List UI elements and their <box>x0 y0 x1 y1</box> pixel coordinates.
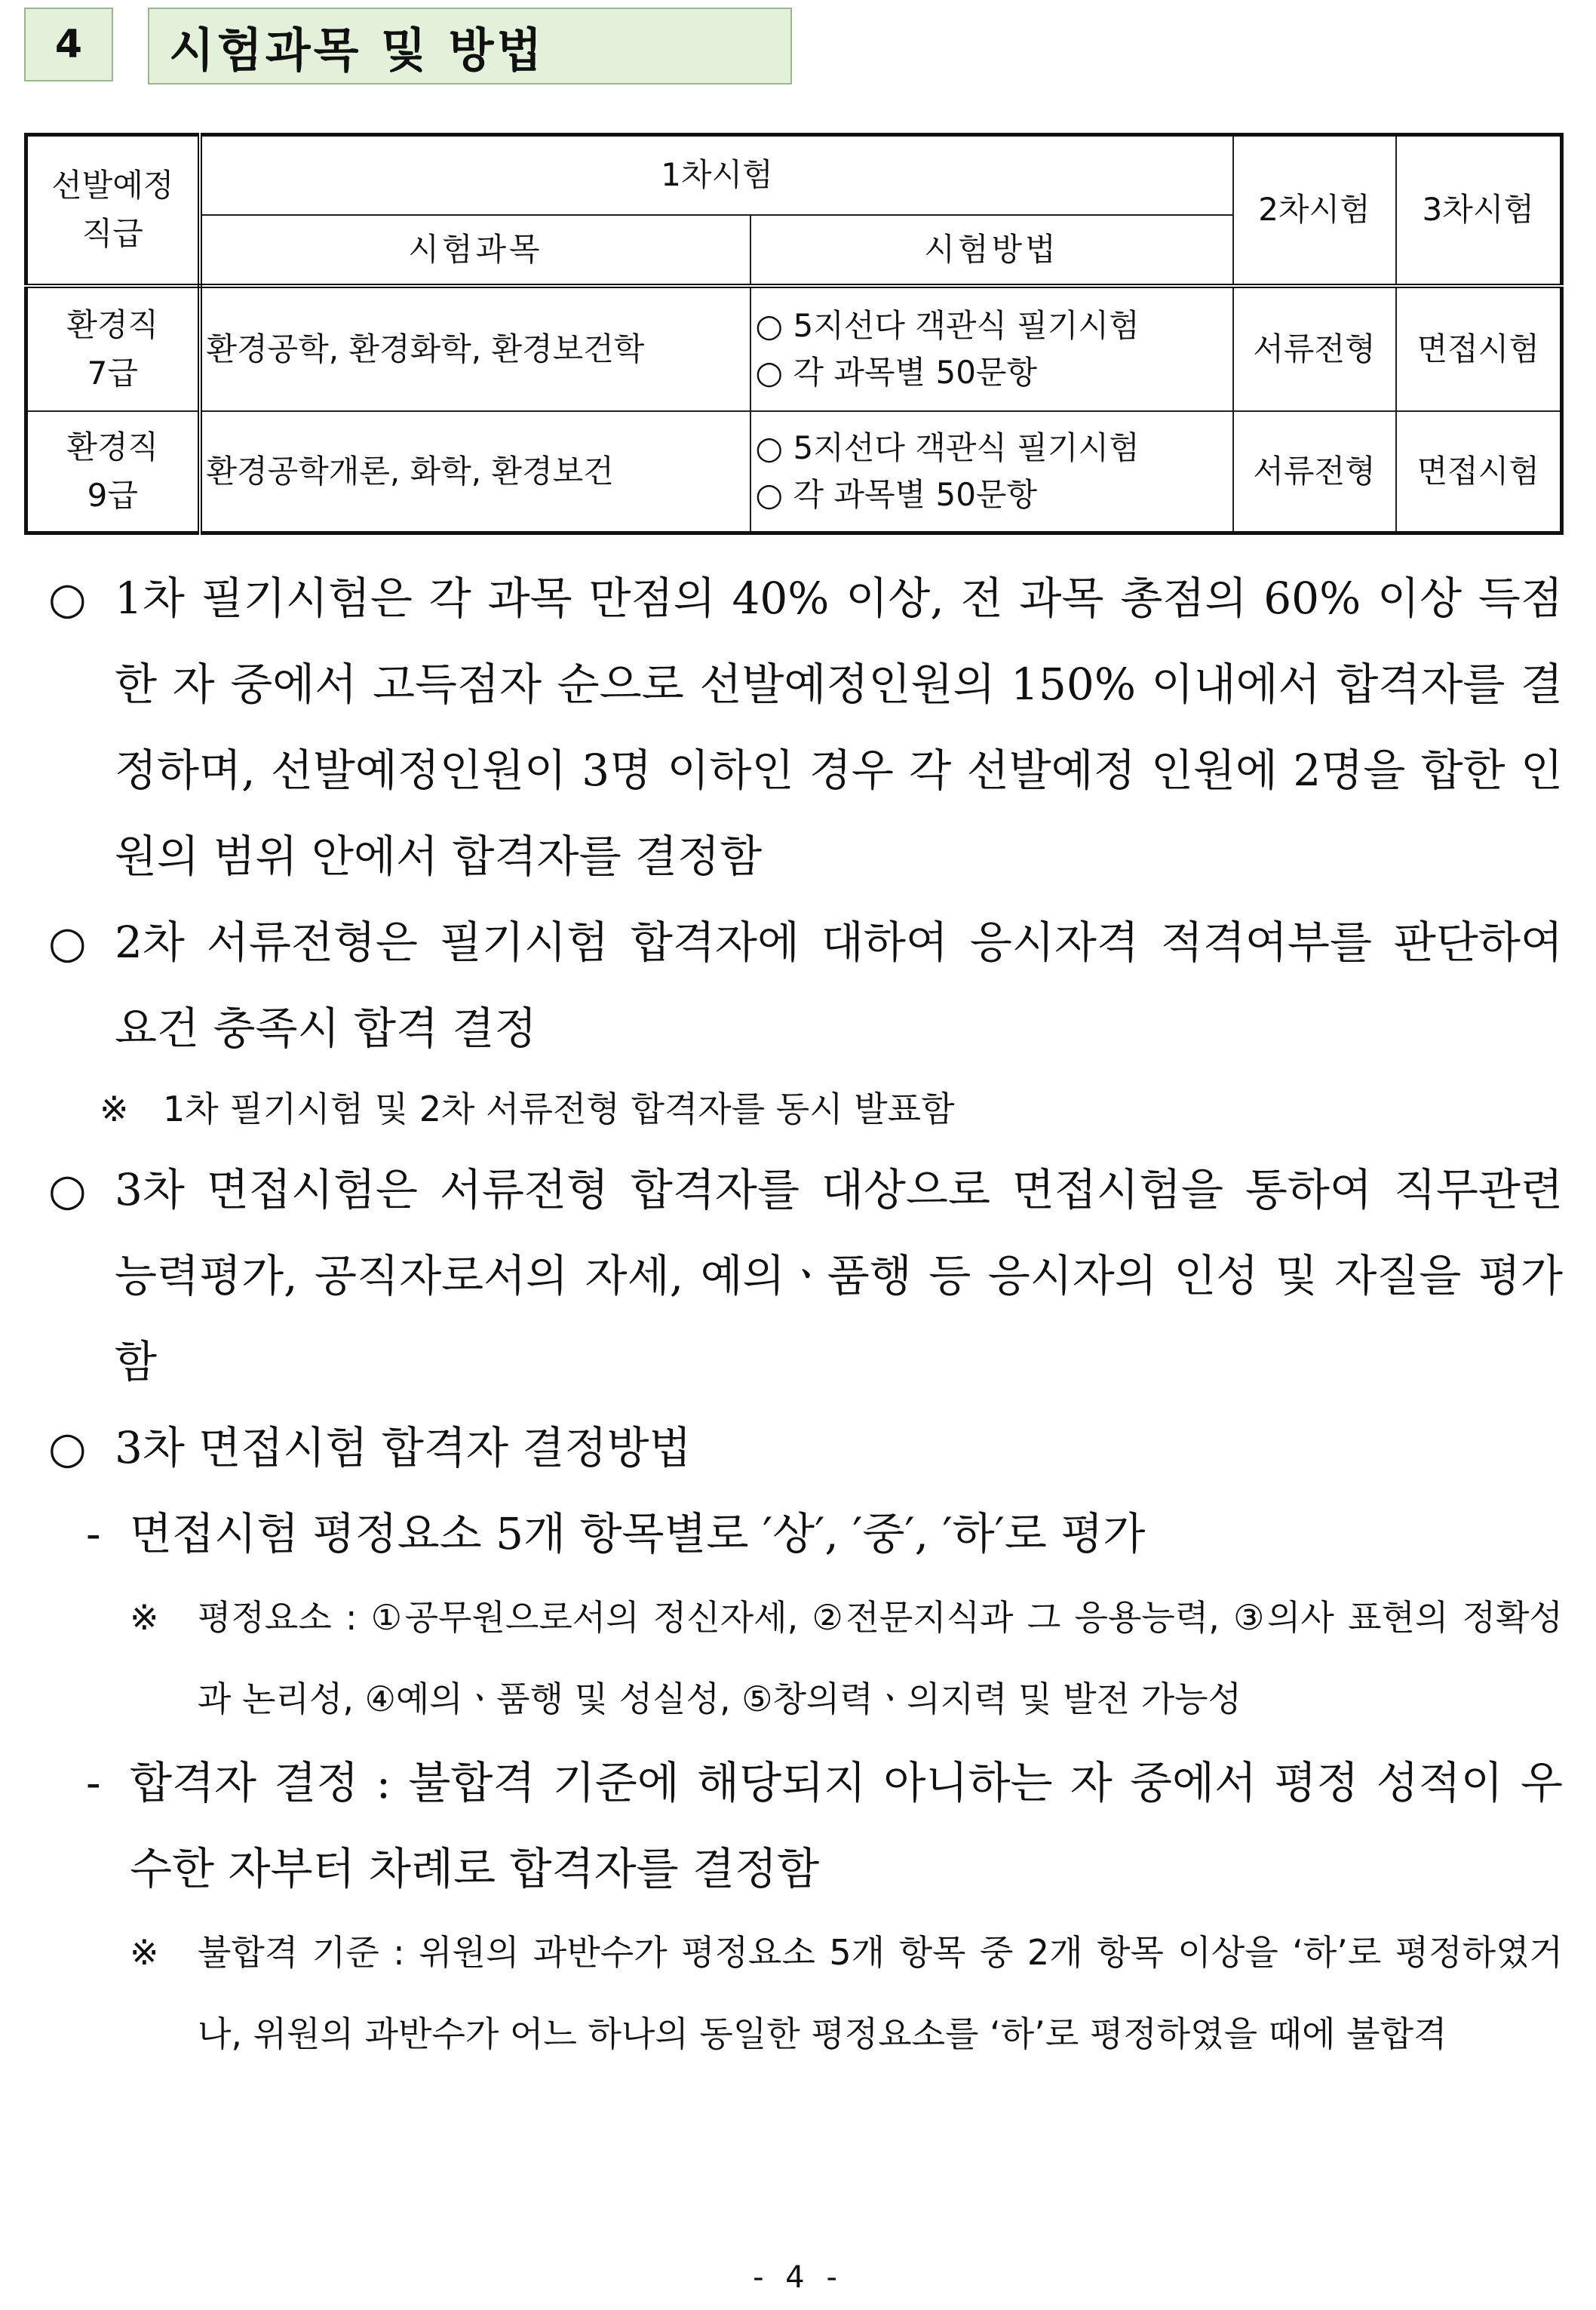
note-text: 평정요소 : ①공무원으로서의 정신자세, ②전문지식과 그 응용능력, ③의사 표현의 정확성과 논리성, ④예의ㆍ품행 및 성실성, ⑤창의력ㆍ의지력 및 발전 가능성 <box>198 1597 1563 1719</box>
table-row <box>26 411 1562 533</box>
method-line: ○ 5지선다 객관식 필기시험 <box>755 429 1140 466</box>
dash-item-pass-decision <box>24 1740 1563 1912</box>
bullet-circle: ○ <box>48 917 87 968</box>
paragraph-text: 2차 서류전형은 필기시험 합격자에 대하여 응시자격 적격여부를 판단하여 요건 충족시 합격 결정 <box>115 917 1563 1054</box>
paragraph-text: 3차 면접시험 합격자 결정방법 <box>115 1422 692 1473</box>
dash-mark: - <box>86 1757 101 1808</box>
bullet-circle: ○ <box>48 1422 87 1473</box>
row-third-exam: 면접시험 <box>1396 286 1562 411</box>
row-subjects: 환경공학개론, 화학, 환경보건 <box>200 411 750 533</box>
row-grade: 환경직 7급 <box>26 286 200 411</box>
bullet-circle: ○ <box>48 1164 87 1215</box>
note-mark: ※ <box>100 1089 129 1129</box>
page-number: - 4 - <box>753 2260 843 2295</box>
section-title: 시험과목 및 방법 <box>148 8 792 84</box>
dash-item-evaluation <box>24 1491 1563 1577</box>
row-second-exam: 서류전형 <box>1233 411 1396 533</box>
note-announcement <box>24 1071 1563 1147</box>
note-mark: ※ <box>130 1597 159 1638</box>
paragraph-interview-method <box>24 1405 1563 1491</box>
method-line: ○ 5지선다 객관식 필기시험 <box>755 306 1140 344</box>
dash-text: 면접시험 평정요소 5개 항목별로 ′상′, ′중′, ′하′로 평가 <box>130 1508 1146 1559</box>
row-method <box>750 411 1233 533</box>
body-text <box>24 555 1563 2075</box>
header-third-exam: 3차시험 <box>1396 135 1562 286</box>
header-second-exam: 2차시험 <box>1233 135 1396 286</box>
exam-table <box>24 133 1564 535</box>
paragraph-interview <box>24 1147 1563 1405</box>
header-subjects: 시험과목 <box>200 215 750 286</box>
header-method: 시험방법 <box>750 215 1233 286</box>
dash-mark: - <box>86 1508 101 1559</box>
row-method <box>750 286 1233 411</box>
note-mark: ※ <box>130 1932 159 1973</box>
note-text: 불합격 기준 : 위원의 과반수가 평정요소 5개 항목 중 2개 항목 이상을 ‘하’로 평정하였거나, 위원의 과반수가 어느 하나의 동일한 평정요소를 ‘하’로 평정하였을 때에 불합격 <box>198 1932 1563 2054</box>
note-evaluation-factors <box>24 1577 1563 1740</box>
row-subjects: 환경공학, 환경화학, 환경보건학 <box>200 286 750 411</box>
paragraph-text: 1차 필기시험은 각 과목 만점의 40% 이상, 전 과목 총점의 60% 이상 득점한 자 중에서 고득점자 순으로 선발예정인원의 150% 이내에서 합격자를 결정하며, 선발예정인원이 3명 이하인 경우 각 선발예정 인원에 2명을 합한 인원의 범위 안에서 합격자를 결정함 <box>115 573 1563 882</box>
dash-text: 합격자 결정 : 불합격 기준에 해당되지 아니하는 자 중에서 평정 성적이 우수한 자부터 차례로 합격자를 결정함 <box>130 1757 1563 1894</box>
section-number: 4 <box>24 8 113 81</box>
paragraph-text: 3차 면접시험은 서류전형 합격자를 대상으로 면접시험을 통하여 직무관련 능력평가, 공직자로서의 자세, 예의ㆍ품행 등 응시자의 인성 및 자질을 평가함 <box>115 1164 1563 1387</box>
row-grade: 환경직 9급 <box>26 411 200 533</box>
row-second-exam: 서류전형 <box>1233 286 1396 411</box>
header-first-exam: 1차시험 <box>200 135 1233 215</box>
row-third-exam: 면접시험 <box>1396 411 1562 533</box>
paragraph-document-screening <box>24 899 1563 1071</box>
note-fail-criteria <box>24 1912 1563 2075</box>
paragraph-written-exam <box>24 555 1563 899</box>
note-text: 1차 필기시험 및 2차 서류전형 합격자를 동시 발표함 <box>163 1089 955 1129</box>
table-row <box>26 286 1562 411</box>
method-line: ○ 각 과목별 50문항 <box>755 353 1038 391</box>
header-grade: 선발예정 직급 <box>26 135 200 286</box>
bullet-circle: ○ <box>48 573 87 624</box>
method-line: ○ 각 과목별 50문항 <box>755 475 1038 513</box>
